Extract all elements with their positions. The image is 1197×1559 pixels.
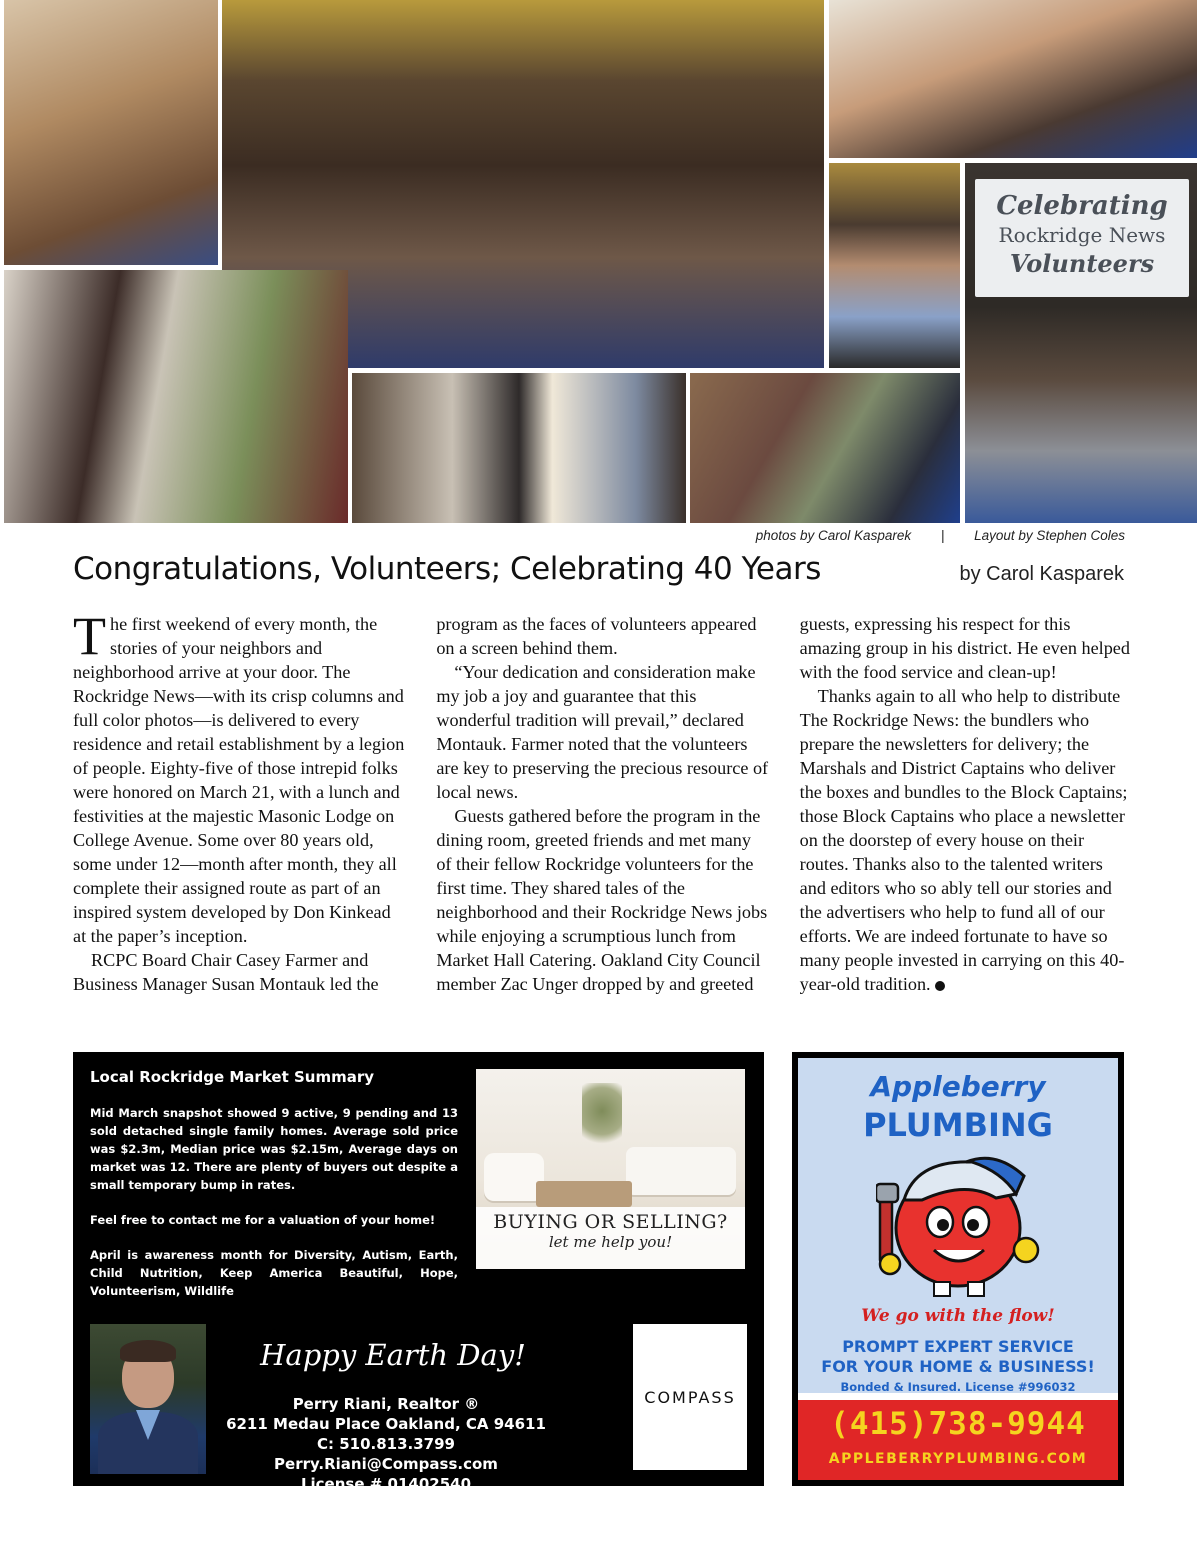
plumbing-tagline: We go with the flow! — [861, 1306, 1055, 1326]
ad-image-caption — [476, 1211, 745, 1251]
realtor-phone-email: C: 510.813.3799 Perry.Riani@Compass.com — [274, 1435, 498, 1473]
article-paragraph-4: Guests gathered before the program in the dining room, greeted friends and met many of their fellow Rockridge volunteers for the first time. They shared tales of the neighborhood and their Rockridge News jobs while enjoying a scrumptious lunch from Market Hall Catering. Oakland City Council member Zac Unger dropped by and greeted guests, expressing his respect for this amazing group in his district. He even helped with the food service and clean-up! — [436, 614, 1130, 994]
chair-shape-icon — [484, 1153, 544, 1201]
compass-logo — [633, 1324, 747, 1470]
realtor-ad — [73, 1052, 764, 1493]
plumbing-ad-top — [798, 1058, 1118, 1393]
realtor-contact — [206, 1394, 566, 1494]
photo-woman-with-bag — [829, 163, 960, 368]
article-drop-cap: T — [73, 606, 106, 666]
plumbing-service-line-1: PROMPT EXPERT SERVICE — [842, 1337, 1074, 1356]
photo-credits — [600, 528, 1125, 543]
ad-market-summary: Mid March snapshot showed 9 active, 9 pending and 13 sold detached single family homes. Average sold price was $2.3m, Median price was $2.15m, Average days on market was 12. There are plenty of buyers out despite a small temporary bump in rates. — [90, 1106, 458, 1192]
banner-line-3: Volunteers — [1009, 249, 1155, 278]
photo-table-conversation — [829, 0, 1197, 158]
banner-line-1: Celebrating — [996, 191, 1168, 221]
article-paragraph-5 — [800, 684, 1133, 996]
photo-sign-in-table — [690, 373, 960, 523]
earth-day-script: Happy Earth Day! — [260, 1338, 526, 1372]
realtor-license: License # 01402540 — [300, 1475, 472, 1493]
ad-room-image — [476, 1069, 745, 1269]
realtor-portrait — [90, 1324, 206, 1474]
plant-shape-icon — [582, 1083, 622, 1153]
article-paragraph-1 — [73, 606, 406, 948]
article-headline: Congratulations, Volunteers; Celebrating 40 Years — [73, 551, 821, 587]
apple-mascot-svg — [876, 1154, 1040, 1300]
article-paragraph-3: “Your dedication and consideration make my job a joy and guarantee that this wonderful tradition will prevail,” declared Montauk. Farmer noted that the volunteers are key to preserving the precious resource of local news. — [436, 662, 769, 802]
portrait-hair-shape — [120, 1340, 176, 1362]
plumbing-ad — [792, 1052, 1124, 1486]
buying-selling-text: BUYING OR SELLING? — [493, 1211, 728, 1233]
compass-logo-text: COMPASS — [644, 1387, 736, 1407]
photo-two-women-talking — [4, 270, 348, 523]
plumbing-name-1: Appleberry — [870, 1070, 1046, 1103]
celebrating-banner — [975, 179, 1189, 297]
photo-credit: photos by Carol Kasparek — [755, 528, 912, 543]
plumbing-name-2: PLUMBING — [863, 1106, 1053, 1144]
photo-banner-two-men — [965, 163, 1197, 523]
realtor-name: Perry Riani, Realtor ® — [292, 1395, 480, 1413]
realtor-address: 6211 Medau Place Oakland, CA 94611 — [226, 1415, 546, 1433]
article-paragraph-2: RCPC Board Chair Casey Farmer and Business Manager Susan Montauk led the program as the faces of volunteers appeared on a screen behind them. — [73, 614, 757, 994]
end-bullet-icon — [935, 981, 945, 991]
apple-mascot-icon — [876, 1154, 1040, 1300]
plumbing-service-line-2: FOR YOUR HOME & BUSINESS! — [821, 1357, 1095, 1376]
ad-body — [90, 1104, 458, 1317]
article-paragraph-1-text: he first weekend of every month, the stories of your neighbors and neighborhood arrive at your door. The Rockridge News—with its crisp columns and full color photos—is delivered to every residence and retail establishment by a legion of people. Eighty-five of those intrepid folks were honored on March 21, with a lunch and festivities at the majestic Masonic Lodge on College Avenue. Some over 80 years old, some under 12—month after month, they all complete their assigned route as part of an inspired system developed by Don Kinkead at the paper’s inception. — [73, 614, 405, 946]
plumbing-license: Bonded & Insured. License #996032 — [840, 1380, 1076, 1394]
article-body — [73, 606, 1133, 1048]
table-shape-icon — [536, 1181, 632, 1207]
plumbing-phone: (415)738-9944 — [830, 1406, 1086, 1442]
ad-valuation-note: Feel free to contact me for a valuation of your home! — [90, 1213, 436, 1227]
article-byline: by Carol Kasparek — [959, 563, 1124, 585]
photo-child-name-tag — [4, 0, 218, 265]
plumbing-url: APPLEBERRYPLUMBING.COM — [828, 1451, 1088, 1467]
ad-awareness-month: April is awareness month for Diversity, Autism, Earth, Child Nutrition, Keep America Beautiful, Hope, Volunteerism, Wildlife — [90, 1248, 458, 1298]
credit-separator: | — [940, 528, 945, 543]
banner-line-2: Rockridge News — [998, 223, 1166, 247]
help-script-text: let me help you! — [548, 1233, 673, 1251]
ad-title: Local Rockridge Market Summary — [90, 1068, 374, 1086]
layout-credit: Layout by Stephen Coles — [974, 528, 1125, 543]
photo-presentation — [352, 373, 686, 523]
plumbing-ad-inner — [798, 1058, 1118, 1480]
article-paragraph-5-text: Thanks again to all who help to distribute The Rockridge News: the bundlers who prepare the newsletters for delivery; the Marshals and District Captains who deliver the boxes and bundles to the Block Captains; those Block Captains who place a newsletter on the doorstep of every house on their routes. Thanks also to the talented writers and editors who so ably tell our stories and the advertisers who help to fund all of our efforts. We are indeed fortunate to have so many people invested in carrying on this 40-year-old tradition. — [799, 686, 1128, 994]
plumbing-contact-band — [798, 1400, 1118, 1480]
sofa-shape-icon — [626, 1147, 736, 1195]
plumbing-service — [798, 1337, 1118, 1377]
